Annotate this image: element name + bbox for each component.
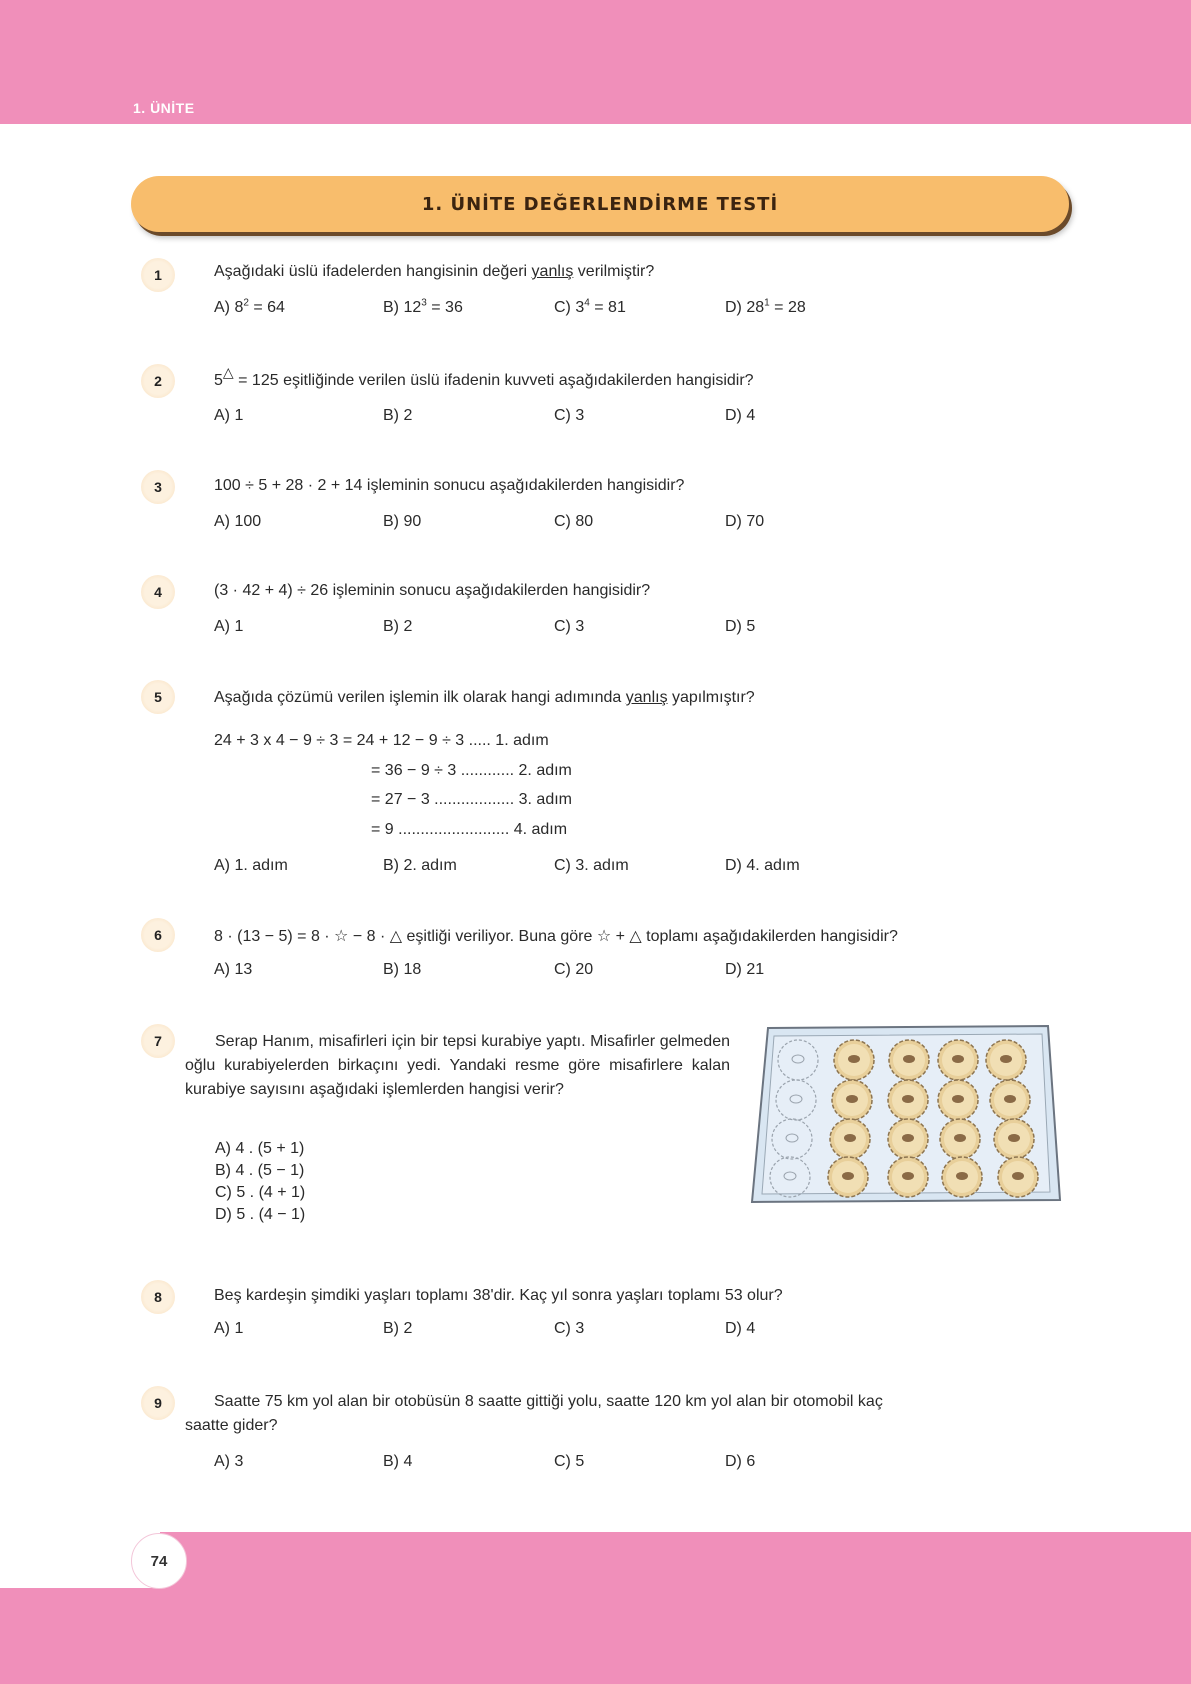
question-number-badge: 5 — [141, 680, 175, 714]
question-9-text-line2: saatte gider? — [185, 1417, 278, 1434]
option-a[interactable]: A) 3 — [214, 1453, 244, 1470]
option-c[interactable]: C) $3^4 = 81$ — [554, 297, 626, 316]
option-c[interactable]: C) 80 — [554, 513, 594, 530]
question-6-text: 8 · (13 − 5) = 8 · ☆ − 8 · △ eşitliği veriliyor. Buna göre ☆ + △ toplamı aşağıdakilerden hangisidir? — [214, 928, 898, 945]
option-a[interactable]: A) $8^2 = 64$ — [214, 297, 285, 316]
question-4-text: (3 · 42 + 4) ÷ 26 işleminin sonucu aşağıdakilerden hangisidir? — [214, 582, 651, 599]
question-9-text-line1: Saatte 75 km yol alan bir otobüsün 8 saatte gittiği yolu, saatte 120 km yol alan bir otomobil kaç — [214, 1393, 883, 1410]
triangle-symbol: △ — [222, 364, 234, 380]
option-b[interactable]: B) 18 — [383, 961, 422, 978]
option-a[interactable]: A) 1 — [214, 618, 244, 635]
option-a[interactable]: A) 13 — [214, 961, 253, 978]
option-a[interactable]: A) 1 — [214, 407, 244, 424]
option-c[interactable]: C) 3 — [554, 407, 585, 424]
unit-label: 1. ÜNİTE — [133, 100, 195, 116]
option-b[interactable]: B) $12^3 = 36$ — [383, 297, 463, 316]
option-b[interactable]: B) 4 — [383, 1453, 413, 1470]
solution-step-4: = 9 ......................... 4. adım — [371, 821, 568, 838]
option-a[interactable]: A) 1 — [214, 1320, 244, 1337]
option-a[interactable]: A) 1. adım — [214, 857, 288, 874]
option-d[interactable]: D) $28^1 = 28$ — [725, 297, 806, 316]
question-1-text: Aşağıdaki üslü ifadelerden hangisinin değeri yanlış verilmiştir? — [214, 263, 655, 280]
question-8-text: Beş kardeşin şimdiki yaşları toplamı 38'dir. Kaç yıl sonra yaşları toplamı 53 olur? — [214, 1287, 783, 1304]
question-5-text: Aşağıda çözümü verilen işlemin ilk olarak hangi adımında yanlış yapılmıştır? — [214, 689, 755, 706]
option-b[interactable]: B) 2 — [383, 1320, 413, 1337]
question-3-text: 100 ÷ 5 + 28 · 2 + 14 işleminin sonucu aşağıdakilerden hangisidir? — [214, 477, 685, 494]
option-d[interactable]: D) 4 — [725, 1320, 756, 1337]
cookie-tray-image — [748, 1022, 1063, 1207]
question-number-badge: 7 — [141, 1024, 175, 1058]
option-b[interactable]: B) 2 — [383, 618, 413, 635]
option-b[interactable]: B) 4 . (5 − 1) — [215, 1162, 305, 1179]
option-c[interactable]: C) 5 . (4 + 1) — [215, 1184, 306, 1201]
option-d[interactable]: D) 70 — [725, 513, 765, 530]
option-b[interactable]: B) 2 — [383, 407, 413, 424]
option-b[interactable]: B) 90 — [383, 513, 422, 530]
question-2-text: 5△ = 125 eşitliğinde verilen üslü ifadenin kuvveti aşağıdakilerden hangisidir? — [214, 364, 754, 389]
option-c[interactable]: C) 3 — [554, 1320, 585, 1337]
question-number-badge: 4 — [141, 575, 175, 609]
option-d[interactable]: D) 5 . (4 − 1) — [215, 1206, 306, 1223]
question-7-text: Serap Hanım, misafirleri için bir tepsi kurabiye yaptı. Misafirler gelmeden oğlu kurabiyelerden birkaçını yedi. Yandaki resme göre misafirlere kalan kurabiye sayısını aşağıdaki işlemlerden hangisi verir? — [185, 1033, 730, 1098]
option-d[interactable]: D) 21 — [725, 961, 765, 978]
test-title-bar — [131, 176, 1069, 232]
option-d[interactable]: D) 6 — [725, 1453, 756, 1470]
question-number-badge: 2 — [141, 364, 175, 398]
option-b[interactable]: B) 2. adım — [383, 857, 457, 874]
question-number-badge: 3 — [141, 470, 175, 504]
option-a[interactable]: A) 4 . (5 + 1) — [215, 1140, 305, 1157]
question-number-badge: 1 — [141, 258, 175, 292]
option-a[interactable]: A) 100 — [214, 513, 262, 530]
page-number: 74 — [131, 1533, 187, 1589]
question-number-badge: 9 — [141, 1386, 175, 1420]
solution-step-1: 24 + 3 x 4 − 9 ÷ 3 = 24 + 12 − 9 ÷ 3 ..... 1. adım — [214, 732, 549, 749]
option-d[interactable]: D) 4 — [725, 407, 756, 424]
question-number-badge: 8 — [141, 1280, 175, 1314]
solution-step-2: = 36 − 9 ÷ 3 ............ 2. adım — [371, 762, 572, 779]
option-c[interactable]: C) 20 — [554, 961, 594, 978]
test-title: 1. ÜNİTE DEĞERLENDİRME TESTİ — [421, 193, 779, 215]
option-c[interactable]: C) 3 — [554, 618, 585, 635]
option-d[interactable]: D) 4. adım — [725, 857, 800, 874]
solution-step-3: = 27 − 3 .................. 3. adım — [371, 791, 572, 808]
option-d[interactable]: D) 5 — [725, 618, 756, 635]
option-c[interactable]: C) 5 — [554, 1453, 585, 1470]
question-number-badge: 6 — [141, 918, 175, 952]
option-c[interactable]: C) 3. adım — [554, 857, 629, 874]
